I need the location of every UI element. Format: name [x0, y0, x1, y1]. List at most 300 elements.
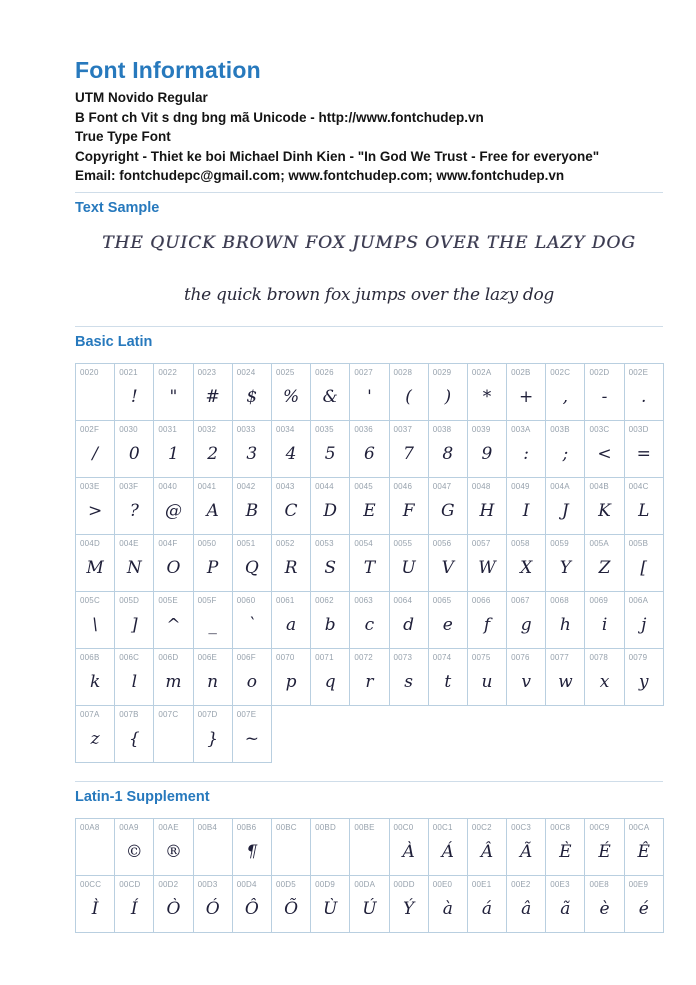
codepoint-label: 004C [628, 481, 649, 491]
codepoint-label: 004F [158, 538, 178, 548]
glyph-sample: U [401, 557, 416, 578]
glyph-cell-0072 [349, 648, 389, 706]
glyph-sample: Õ [284, 898, 298, 919]
codepoint-label: 006A [628, 595, 649, 605]
glyph-cell-0079 [624, 648, 664, 706]
codepoint-label: 00B6 [236, 822, 257, 832]
glyph-cell-003A [506, 420, 546, 478]
glyph-sample: S [324, 557, 337, 578]
codepoint-label: 002B [511, 367, 531, 377]
glyph-cell-003E [75, 477, 115, 535]
glyph-cell-0021 [114, 363, 154, 421]
glyph-cell-00BE [349, 818, 389, 876]
codepoint-label: 00E0 [432, 879, 453, 889]
glyph-sample: < [597, 443, 612, 464]
glyph-sample: 0 [128, 443, 140, 464]
codepoint-label: 0043 [275, 481, 295, 491]
codepoint-label: 0058 [511, 538, 530, 548]
glyph-cell-0040 [153, 477, 193, 535]
glyph-sample: w [558, 671, 573, 692]
glyph-sample: : [523, 443, 530, 464]
glyph-sample: Ú [362, 898, 377, 919]
glyph-cell-0020 [75, 363, 115, 421]
text-sample-uppercase: THE QUICK BROWN FOX JUMPS OVER THE LAZY DOG [102, 232, 636, 253]
codepoint-label: 002D [589, 367, 610, 377]
glyph-sample: } [207, 728, 219, 749]
glyph-row [75, 363, 664, 421]
glyph-cell-00D2 [153, 875, 193, 933]
glyph-cell-006B [75, 648, 115, 706]
glyph-cell-00A8 [75, 818, 115, 876]
glyph-cell-0070 [271, 648, 311, 706]
glyph-cell-004D [75, 534, 115, 592]
glyph-sample: * [482, 386, 492, 407]
glyph-cell-0048 [467, 477, 507, 535]
glyph-cell-0077 [545, 648, 585, 706]
glyph-cell-00BC [271, 818, 311, 876]
codepoint-label: 0056 [432, 538, 452, 548]
glyph-cell-003C [584, 420, 624, 478]
font-info-block [75, 88, 663, 186]
glyph-sample: T [363, 557, 376, 578]
codepoint-label: 00C0 [393, 822, 414, 832]
glyph-cell-0071 [310, 648, 350, 706]
glyph-cell-00C2 [467, 818, 507, 876]
glyph-cell-007A [75, 705, 115, 763]
codepoint-label: 005F [197, 595, 217, 605]
glyph-cell-00DA [349, 875, 389, 933]
glyph-cell-00CC [75, 875, 115, 933]
glyph-sample: I [522, 500, 530, 521]
glyph-sample: Y [559, 557, 571, 578]
glyph-cell-0036 [349, 420, 389, 478]
glyph-cell-0053 [310, 534, 350, 592]
glyph-sample: E [363, 500, 376, 521]
glyph-cell-0035 [310, 420, 350, 478]
glyph-cell-00E0 [428, 875, 468, 933]
codepoint-label: 0031 [158, 424, 177, 434]
glyph-cell-0041 [193, 477, 233, 535]
glyph-cell-003D [624, 420, 664, 478]
glyph-sample: q [324, 671, 336, 692]
glyph-row [75, 477, 664, 535]
glyph-sample: o [246, 671, 257, 692]
glyph-sample: r [365, 671, 374, 692]
glyph-sample: ! [130, 386, 138, 407]
glyph-cell-003B [545, 420, 585, 478]
codepoint-label: 0030 [119, 424, 138, 434]
glyph-sample: È [559, 841, 572, 862]
glyph-sample: h [559, 614, 571, 635]
glyph-sample [76, 377, 114, 417]
codepoint-label: 006F [236, 652, 256, 662]
glyph-cell-00B4 [193, 818, 233, 876]
codepoint-label: 00D9 [315, 879, 336, 889]
codepoint-label: 00C8 [550, 822, 571, 832]
codepoint-label: 002E [628, 367, 649, 377]
codepoint-label: 0047 [432, 481, 452, 491]
glyph-sample: - [601, 386, 608, 407]
codepoint-label: 002C [550, 367, 571, 377]
section-divider [75, 192, 663, 193]
glyph-sample: © [125, 841, 143, 862]
glyph-sample: = [636, 443, 651, 464]
glyph-sample: Ô [244, 898, 259, 919]
glyph-cell-005C [75, 591, 115, 649]
glyph-sample: ; [562, 443, 569, 464]
glyph-sample: i [601, 614, 608, 635]
glyph-sample: ? [129, 500, 139, 521]
codepoint-label: 0044 [315, 481, 334, 491]
glyph-sample: Ò [166, 898, 181, 919]
codepoint-label: 006C [119, 652, 140, 662]
glyph-cell-0058 [506, 534, 546, 592]
codepoint-label: 0046 [393, 481, 413, 491]
glyph-sample: É [598, 841, 611, 862]
glyph-cell-00E1 [467, 875, 507, 933]
glyph-cell-0024 [232, 363, 272, 421]
glyph-sample: ã [560, 898, 571, 919]
glyph-cell-006D [153, 648, 193, 706]
glyph-cell-0038 [428, 420, 468, 478]
glyph-sample: Ó [205, 898, 220, 919]
glyph-cell-0025 [271, 363, 311, 421]
codepoint-label: 00D5 [275, 879, 296, 889]
font-info-line: True Type Font [75, 129, 171, 144]
glyph-sample: R [284, 557, 298, 578]
glyph-sample: J [561, 500, 569, 521]
font-info-line: UTM Novido Regular [75, 90, 208, 105]
font-info-line: B Font ch Vit s dng bng mã Unicode - http://www.fontchudep.vn [75, 109, 484, 125]
glyph-cell-006A [624, 591, 664, 649]
glyph-sample: _ [208, 614, 217, 635]
codepoint-label: 006E [197, 652, 218, 662]
glyph-sample: B [245, 500, 259, 521]
glyph-sample: 5 [324, 443, 336, 464]
glyph-cell-0034 [271, 420, 311, 478]
codepoint-label: 003B [550, 424, 570, 434]
glyph-cell-007E [232, 705, 272, 763]
codepoint-label: 005B [628, 538, 649, 548]
glyph-cell-006E [193, 648, 233, 706]
glyph-sample: l [131, 671, 137, 692]
glyph-cell-0066 [467, 591, 507, 649]
glyph-cell-0045 [349, 477, 389, 535]
glyph-sample: Á [441, 841, 454, 862]
glyph-sample: ¶ [246, 841, 258, 862]
codepoint-label: 00D2 [158, 879, 179, 889]
codepoint-label: 0073 [393, 652, 413, 662]
glyph-sample: 4 [285, 443, 297, 464]
codepoint-label: 00D3 [197, 879, 218, 889]
codepoint-label: 0055 [393, 538, 413, 548]
glyph-sample: Z [598, 557, 611, 578]
glyph-cell-00CD [114, 875, 154, 933]
glyph-cell-0073 [389, 648, 429, 706]
codepoint-label: 004A [550, 481, 570, 491]
glyph-cell-002F [75, 420, 115, 478]
codepoint-label: 00A9 [119, 822, 139, 832]
glyph-sample: Í [130, 898, 138, 919]
font-info-line: Copyright - Thiet ke boi Michael Dinh Kien - "In God We Trust - Free for everyone" [75, 148, 600, 164]
glyph-cell-0064 [389, 591, 429, 649]
glyph-sample: f [483, 614, 491, 635]
glyph-sample: ( [405, 386, 412, 407]
codepoint-label: 0050 [197, 538, 217, 548]
codepoint-label: 0027 [354, 367, 373, 377]
glyph-cell-0063 [349, 591, 389, 649]
glyph-sample: % [282, 386, 300, 407]
codepoint-label: 00AE [158, 822, 179, 832]
codepoint-label: 0026 [315, 367, 334, 377]
glyph-sample: [ [640, 557, 648, 578]
glyph-sample [311, 832, 349, 872]
codepoint-label: 003A [511, 424, 531, 434]
glyph-cell-0029 [428, 363, 468, 421]
glyph-sample: { [128, 728, 140, 749]
glyph-sample: Ì [91, 898, 99, 919]
section-heading-basic-latin: Basic Latin [75, 333, 153, 350]
glyph-row [75, 648, 664, 706]
codepoint-label: 0063 [354, 595, 373, 605]
glyph-sample: " [169, 386, 178, 407]
codepoint-label: 006D [158, 652, 179, 662]
codepoint-label: 0072 [354, 652, 373, 662]
glyph-sample: / [92, 443, 98, 464]
codepoint-label: 0039 [471, 424, 491, 434]
codepoint-label: 0038 [432, 424, 452, 434]
codepoint-label: 00E9 [628, 879, 649, 889]
glyph-sample: 6 [363, 443, 375, 464]
glyph-cell-0060 [232, 591, 272, 649]
codepoint-label: 0077 [550, 652, 569, 662]
codepoint-label: 0054 [354, 538, 373, 548]
glyph-cell-0055 [389, 534, 429, 592]
codepoint-label: 0068 [550, 595, 569, 605]
codepoint-label: 0022 [158, 367, 177, 377]
codepoint-label: 0037 [393, 424, 413, 434]
glyph-cell-0033 [232, 420, 272, 478]
codepoint-label: 0029 [432, 367, 452, 377]
glyph-cell-007C [153, 705, 193, 763]
glyph-sample: # [205, 386, 220, 407]
glyph-sample: u [481, 671, 493, 692]
codepoint-label: 002A [471, 367, 492, 377]
codepoint-label: 00C2 [471, 822, 492, 832]
glyph-cell-004B [584, 477, 624, 535]
glyph-sample: â [521, 898, 532, 919]
glyph-cell-0074 [428, 648, 468, 706]
codepoint-label: 00C3 [511, 822, 531, 832]
glyph-sample [272, 832, 310, 872]
codepoint-label: 0041 [197, 481, 217, 491]
glyph-cell-0042 [232, 477, 272, 535]
glyph-sample: c [364, 614, 375, 635]
glyph-cell-00DD [389, 875, 429, 933]
codepoint-label: 00C9 [589, 822, 610, 832]
codepoint-label: 0051 [236, 538, 256, 548]
glyph-sample: P [206, 557, 219, 578]
glyph-cell-00AE [153, 818, 193, 876]
codepoint-label: 0052 [275, 538, 295, 548]
basic-latin-grid [75, 363, 664, 763]
codepoint-label: 0066 [471, 595, 491, 605]
codepoint-label: 0078 [589, 652, 609, 662]
section-divider [75, 781, 663, 782]
glyph-cell-005D [114, 591, 154, 649]
glyph-cell-002D [584, 363, 624, 421]
glyph-sample: e [442, 614, 453, 635]
glyph-cell-002C [545, 363, 585, 421]
glyph-sample: 8 [442, 443, 454, 464]
codepoint-label: 0067 [511, 595, 530, 605]
page-title: Font Information [75, 57, 261, 83]
codepoint-label: 0062 [315, 595, 334, 605]
codepoint-label: 007E [236, 709, 257, 719]
glyph-sample: & [322, 386, 338, 407]
glyph-sample: ® [164, 841, 182, 862]
codepoint-label: 004E [119, 538, 139, 548]
glyph-cell-0028 [389, 363, 429, 421]
glyph-cell-006C [114, 648, 154, 706]
glyph-sample: X [520, 557, 533, 578]
glyph-cell-0027 [349, 363, 389, 421]
codepoint-label: 0059 [550, 538, 569, 548]
glyph-sample: y [638, 671, 649, 692]
glyph-cell-00E8 [584, 875, 624, 933]
codepoint-label: 0074 [432, 652, 452, 662]
codepoint-label: 0053 [315, 538, 334, 548]
glyph-row [75, 420, 664, 478]
section-heading-text-sample: Text Sample [75, 199, 160, 216]
glyph-cell-004C [624, 477, 664, 535]
glyph-sample: F [402, 500, 415, 521]
glyph-sample: ~ [244, 728, 259, 749]
glyph-cell-0050 [193, 534, 233, 592]
codepoint-label: 0033 [236, 424, 256, 434]
codepoint-label: 0032 [197, 424, 217, 434]
codepoint-label: 005E [158, 595, 178, 605]
glyph-cell-0052 [271, 534, 311, 592]
glyph-cell-0023 [193, 363, 233, 421]
glyph-sample: v [521, 671, 531, 692]
codepoint-label: 003E [80, 481, 100, 491]
glyph-sample: 1 [168, 443, 179, 464]
codepoint-label: 00BC [275, 822, 297, 832]
glyph-cell-0065 [428, 591, 468, 649]
codepoint-label: 00E1 [471, 879, 492, 889]
codepoint-label: 0036 [354, 424, 373, 434]
glyph-cell-00C0 [389, 818, 429, 876]
glyph-cell-00E2 [506, 875, 546, 933]
glyph-sample: a [285, 614, 297, 635]
codepoint-label: 00CC [80, 879, 102, 889]
glyph-cell-00E9 [624, 875, 664, 933]
glyph-sample: , [562, 386, 569, 407]
glyph-sample: 7 [403, 443, 414, 464]
glyph-sample: p [285, 671, 297, 692]
glyph-sample: G [440, 500, 455, 521]
codepoint-label: 0045 [354, 481, 373, 491]
codepoint-label: 00B4 [197, 822, 218, 832]
codepoint-label: 00A8 [80, 822, 100, 832]
codepoint-label: 0049 [511, 481, 530, 491]
glyph-cell-007D [193, 705, 233, 763]
glyph-sample: > [87, 500, 103, 521]
codepoint-label: 0021 [119, 367, 138, 377]
glyph-sample: 3 [246, 443, 258, 464]
glyph-cell-002B [506, 363, 546, 421]
codepoint-label: 00E3 [550, 879, 570, 889]
glyph-cell-0061 [271, 591, 311, 649]
glyph-sample: k [89, 671, 101, 692]
codepoint-label: 007C [158, 709, 179, 719]
glyph-sample: ` [247, 614, 257, 635]
section-divider [75, 326, 663, 327]
glyph-sample: 2 [207, 443, 219, 464]
glyph-cell-0051 [232, 534, 272, 592]
glyph-sample: \ [92, 614, 98, 635]
codepoint-label: 0061 [275, 595, 295, 605]
glyph-cell-00C1 [428, 818, 468, 876]
codepoint-label: 00BE [354, 822, 375, 832]
glyph-cell-004E [114, 534, 154, 592]
glyph-cell-0062 [310, 591, 350, 649]
codepoint-label: 0071 [315, 652, 334, 662]
glyph-sample [350, 832, 388, 872]
glyph-cell-00B6 [232, 818, 272, 876]
font-info-line: Email: fontchudepc@gmail.com; www.fontchudep.com; www.fontchudep.vn [75, 168, 565, 183]
glyph-sample: d [403, 614, 415, 635]
glyph-sample: Ù [323, 898, 338, 919]
glyph-cell-005B [624, 534, 664, 592]
glyph-sample: M [86, 557, 104, 578]
glyph-sample: + [519, 386, 534, 407]
codepoint-label: 00E8 [589, 879, 609, 889]
glyph-cell-005E [153, 591, 193, 649]
codepoint-label: 00DA [354, 879, 376, 889]
glyph-cell-0057 [467, 534, 507, 592]
glyph-sample [154, 719, 192, 759]
glyph-cell-00E3 [545, 875, 585, 933]
glyph-cell-0031 [153, 420, 193, 478]
codepoint-label: 00CD [119, 879, 141, 889]
section-heading-latin1-supplement: Latin-1 Supplement [75, 788, 210, 805]
glyph-cell-00BD [310, 818, 350, 876]
glyph-cell-0032 [193, 420, 233, 478]
glyph-cell-0068 [545, 591, 585, 649]
codepoint-label: 0069 [589, 595, 609, 605]
glyph-sample: H [479, 500, 495, 521]
glyph-cell-0022 [153, 363, 193, 421]
glyph-sample: V [441, 557, 454, 578]
codepoint-label: 0064 [393, 595, 413, 605]
glyph-cell-00D9 [310, 875, 350, 933]
glyph-sample: Ê [637, 841, 650, 862]
glyph-cell-0059 [545, 534, 585, 592]
codepoint-label: 0076 [511, 652, 530, 662]
glyph-cell-005A [584, 534, 624, 592]
codepoint-label: 0035 [315, 424, 334, 434]
glyph-cell-003F [114, 477, 154, 535]
glyph-sample: s [404, 671, 413, 692]
glyph-sample: g [520, 614, 532, 635]
glyph-sample: b [324, 614, 336, 635]
glyph-sample: è [599, 898, 610, 919]
codepoint-label: 003C [589, 424, 610, 434]
glyph-cell-0075 [467, 648, 507, 706]
glyph-sample: j [641, 614, 647, 635]
